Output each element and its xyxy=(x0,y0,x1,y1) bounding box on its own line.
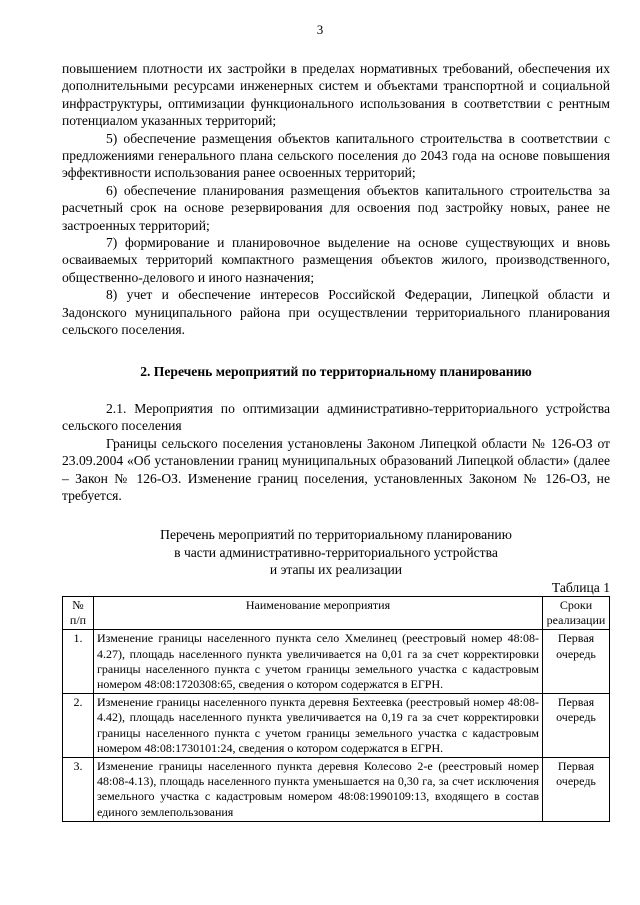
table-row xyxy=(63,630,610,694)
row-num: 3. xyxy=(63,758,94,822)
document-body xyxy=(62,60,610,822)
header-term: Сроки реализации xyxy=(543,596,610,629)
section-heading: 2. Перечень мероприятий по территориальному планированию xyxy=(140,363,532,379)
row-term: Первая очередь xyxy=(543,694,610,758)
paragraph: Границы сельского поселения установлены Законом Липецкой области № 126-ОЗ от 23.09.2004 «Об установлении границ муниципальных образований Липецкой области» (далее – Закон № 126-ОЗ. Изменение границ поселения, установленных Законом № 126-ОЗ, не требуется. xyxy=(62,435,610,503)
header-name: Наименование мероприятия xyxy=(94,596,543,629)
paragraph: 7) формирование и планировочное выделение на основе существующих и вновь осваиваемых территорий компактного размещения объектов жилого, производственного, общественно-делового и иного назначения; xyxy=(62,235,610,285)
row-term: Первая очередь xyxy=(543,758,610,822)
row-num: 1. xyxy=(63,630,94,694)
paragraph: повышением плотности их застройки в пределах нормативных требований, обеспечения их дополнительными ресурсами инженерных систем и объектами транспортной и социальной инфраструктуры, оптимизации функционального использования в соответствии с рентным потенциалом указанных территорий; xyxy=(62,61,610,129)
measures-table xyxy=(62,596,610,822)
paragraph: 2.1. Мероприятия по оптимизации административно-территориального устройства сельского поселения xyxy=(62,400,610,434)
table-caption-line: и этапы их реализации xyxy=(269,562,403,578)
table-header-row xyxy=(63,596,610,629)
table-row xyxy=(63,694,610,758)
row-num: 2. xyxy=(63,694,94,758)
row-term: Первая очередь xyxy=(543,630,610,694)
table-caption-line: в части административно-территориального устройства xyxy=(174,544,498,560)
table-row xyxy=(63,758,610,822)
table-caption-line: Перечень мероприятий по территориальному планированию xyxy=(160,527,512,543)
row-name: Изменение границы населенного пункта деревня Колесово 2-е (реестровый номер 48:08-4.13), площадь населенного пункта уменьшается на 0,30 га, за счет исключения земельного участка с кадастровым номером 48:08:1990109:13, входящего в состав единого землепользования xyxy=(94,758,543,822)
table-caption xyxy=(62,526,610,578)
page-number: 3 xyxy=(316,22,324,37)
paragraph: 5) обеспечение размещения объектов капитального строительства в соответствии с предложениями генерального плана сельского поселения до 2043 года на основе повышения эффективности использования ранее освоенных территорий; xyxy=(62,130,610,181)
row-name: Изменение границы населенного пункта село Хмелинец (реестровый номер 48:08-4.27), площадь населенного пункта увеличивается на 0,01 га за счет корректировки границы населенного пункта с учетом границы земельного участка с кадастровым номером 48:08:1720308:65, сведения о котором содержатся в ЕГРН. xyxy=(94,630,543,694)
paragraph: 8) учет и обеспечение интересов Российской Федерации, Липецкой области и Задонского муниципального района при осуществлении территориального планирования сельского поселения. xyxy=(62,287,610,338)
header-num: № п/п xyxy=(63,596,94,629)
row-name: Изменение границы населенного пункта деревня Бехтеевка (реестровый номер 48:08-4.42), площадь населенного пункта увеличивается на 0,19 га за счет корректировки границы населенного пункта с учетом границы земельного участка с кадастровым номером 48:08:1730101:24, сведения о котором содержатся в ЕГРН. xyxy=(94,694,543,758)
paragraph: 6) обеспечение планирования размещения объектов капитального строительства за расчетный срок на основе резервирования для освоения под застройку новых, ранее не застроенных территорий; xyxy=(62,182,610,233)
table-number: Таблица 1 xyxy=(551,579,610,595)
